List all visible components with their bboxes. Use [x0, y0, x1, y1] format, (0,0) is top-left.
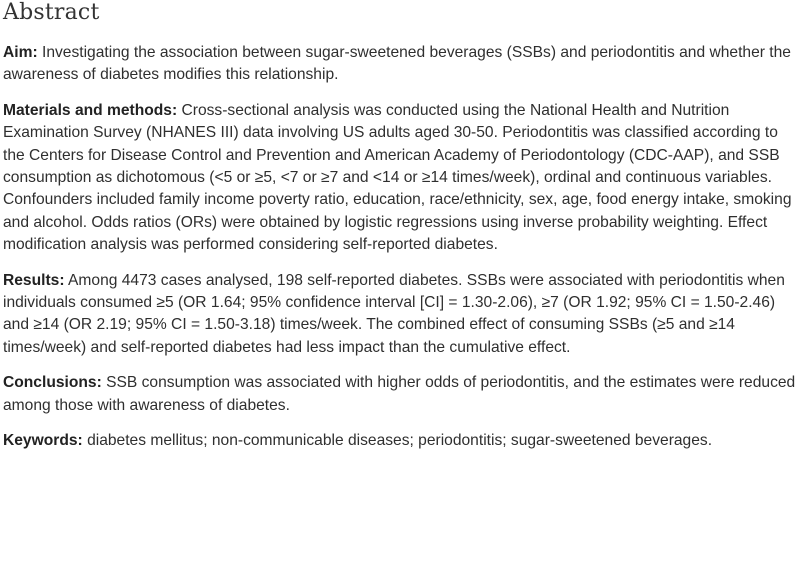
methods-paragraph — [3, 100, 798, 257]
keywords-paragraph — [3, 430, 798, 452]
results-text: Among 4473 cases analysed, 198 self-reported diabetes. SSBs were associated with periodontitis when individuals consumed ≥5 (OR 1.64; 95% confidence interval [CI] = 1.30-2.06), ≥7 (OR 1.92; 95% CI = 1.50-2.46) and ≥14 (OR 2.19; 95% CI = 1.50-3.18) times/week. The combined effect of consuming SSBs (≥5 and ≥14 times/week) and self-reported diabetes had less impact than the cumulative effect. — [3, 271, 785, 356]
methods-label: Materials and methods: — [3, 101, 178, 119]
keywords-label: Keywords: — [3, 432, 83, 450]
conclusions-label: Conclusions: — [3, 374, 102, 392]
conclusions-text: SSB consumption was associated with higher odds of periodontitis, and the estimates were reduced among those with awareness of diabetes. — [3, 374, 796, 414]
results-label: Results: — [3, 271, 65, 289]
aim-paragraph — [3, 42, 798, 87]
methods-text: Cross-sectional analysis was conducted using the National Health and Nutrition Examination Survey (NHANES III) data involving US adults aged 30-50. Periodontitis was classified according to the Centers for Disease Control and Prevention and American Academy of Periodontology (CDC-AAP), and SSB consumption as dichotomous (<5 or ≥5, <7 or ≥7 and <14 or ≥14 times/week), ordinal and continuous variables. Confounders included family income poverty ratio, education, race/ethnicity, sex, age, food energy intake, smoking and alcohol. Odds ratios (ORs) were obtained by logistic regressions using inverse probability weighting. Effect modification analysis was performed considering self-reported diabetes. — [3, 101, 792, 254]
keywords-text: diabetes mellitus; non-communicable diseases; periodontitis; sugar-sweetened beverages. — [82, 432, 713, 450]
conclusions-paragraph — [3, 372, 798, 417]
abstract-heading: Abstract — [3, 0, 100, 25]
aim-text: Investigating the association between sugar-sweetened beverages (SSBs) and periodontitis and whether the awareness of diabetes modifies this relationship. — [3, 44, 791, 84]
aim-label: Aim: — [3, 44, 38, 61]
results-paragraph — [3, 270, 798, 360]
